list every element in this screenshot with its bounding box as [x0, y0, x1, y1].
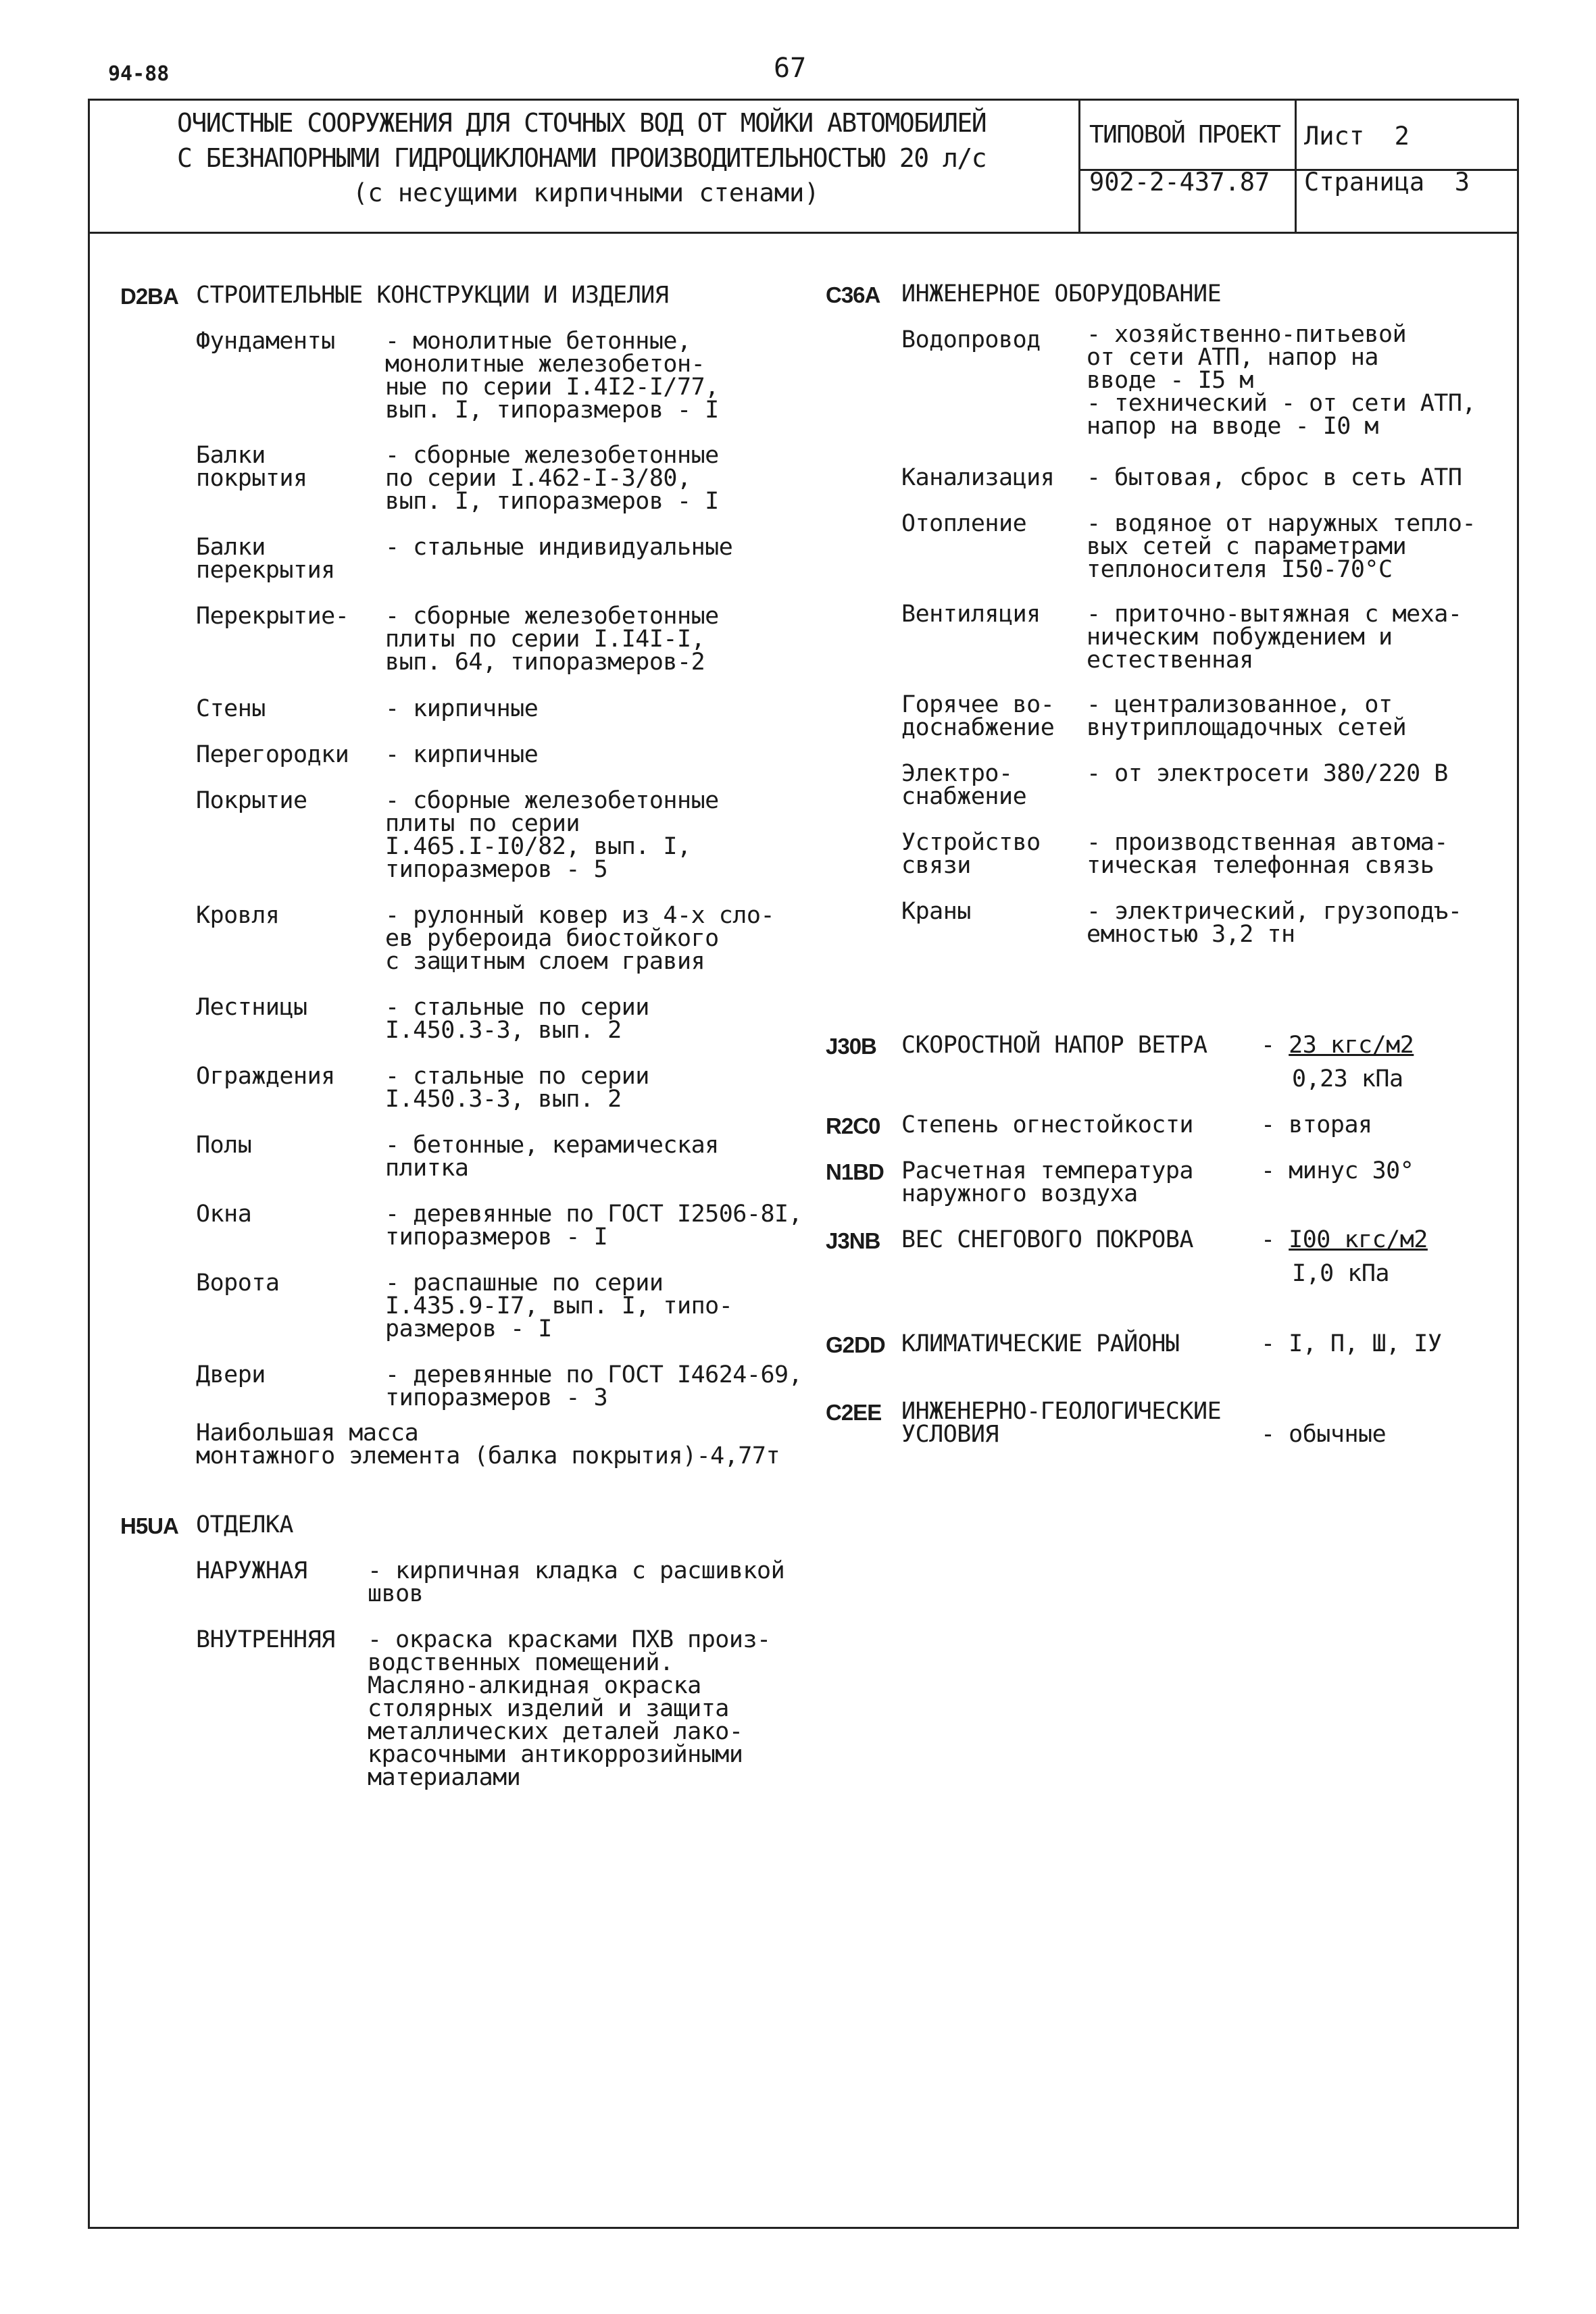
equip-value-cranes: - электрический, грузоподъ- емностью 3,2 тн [1087, 898, 1462, 948]
equip-value-power: - от электросети 380/220 В [1087, 760, 1448, 787]
equip-value-communication: - производственная автома- тическая телефонная связь [1087, 829, 1448, 879]
item-label-roof-beams: Балки покрытия [196, 442, 307, 492]
item-label-floor-beams: Балки перекрытия [196, 534, 335, 584]
section-title: ОТДЕЛКА [196, 1511, 294, 1538]
item-value-floors: - бетонные, керамическая плитка [385, 1132, 719, 1182]
equip-label-hot-water: Горячее во- доснабжение [901, 691, 1055, 741]
equip-value-hot-water: - централизованное, от внутриплощадочных сетей [1087, 691, 1407, 741]
param-code: C2EE [826, 1400, 882, 1425]
item-label-doors: Двери [196, 1361, 266, 1388]
section-title: ИНЖЕНЕРНОЕ ОБОРУДОВАНИЕ [901, 280, 1222, 307]
param-value-wind: - 23 кгс/м2 [1261, 1032, 1414, 1059]
equip-value-sewer: - бытовая, сброс в сеть АТП [1087, 464, 1462, 491]
param-value-climate-main: I, П, Ш, IУ [1289, 1330, 1442, 1357]
item-value-windows: - деревянные по ГОСТ I2506-8I, типоразмеров - I [385, 1201, 803, 1251]
param-label-temperature: Расчетная температура наружного воздуха [901, 1157, 1194, 1207]
param-value-climate: - I, П, Ш, IУ [1261, 1330, 1442, 1357]
param-label-geology: ИНЖЕНЕРНО-ГЕОЛОГИЧЕСКИЕ УСЛОВИЯ [901, 1398, 1222, 1448]
param-code: J3NB [826, 1228, 880, 1253]
item-value-floor-slab: - сборные железобетонные плиты по серии I.I4I-I, вып. 64, типоразмеров-2 [385, 603, 719, 676]
equip-label-cranes: Краны [901, 898, 971, 925]
equip-label-water: Водопровод [901, 326, 1041, 353]
param-value-temperature-main: минус 30° [1289, 1157, 1414, 1184]
equip-value-water: - хозяйственно-питьевой от сети АТП, напор на вводе - I5 м - технический - от сети АТП, напор на вводе - I0 м [1087, 321, 1476, 440]
max-mass-note: Наибольшая масса монтажного элемента (балка покрытия)-4,77т [196, 1419, 780, 1469]
param-value-fire: - вторая [1261, 1111, 1372, 1138]
item-label-walls: Стены [196, 695, 266, 722]
equip-label-sewer: Канализация [901, 464, 1055, 491]
item-value-doors: - деревянные по ГОСТ I4624-69, типоразмеров - 3 [385, 1361, 803, 1411]
title-divider [1078, 99, 1080, 234]
equip-label-heating: Отопление [901, 510, 1027, 537]
item-label-floors: Полы [196, 1132, 252, 1159]
doc-title-line1: ОЧИСТНЫЕ СООРУЖЕНИЯ ДЛЯ СТОЧНЫХ ВОД ОТ МОЙКИ АВТОМОБИЛЕЙ [177, 108, 987, 138]
project-label: ТИПОВОЙ ПРОЕКТ [1089, 121, 1280, 149]
item-value-fences: - стальные по серии I.450.3-3, вып. 2 [385, 1063, 649, 1113]
param-value-fire-main: вторая [1289, 1111, 1372, 1138]
param-value-temperature: - минус 30° [1261, 1157, 1414, 1184]
item-value-partitions: - кирпичные [385, 741, 539, 768]
item-label-gates: Ворота [196, 1269, 280, 1297]
title-divider [1295, 99, 1297, 234]
param-label-snow: ВЕС СНЕГОВОГО ПОКРОВА [901, 1226, 1194, 1253]
item-value-covering: - сборные железобетонные плиты по серии I.465.I-I0/82, вып. I, типоразмеров - 5 [385, 787, 719, 883]
param-value-snow: - I00 кгс/м2 [1261, 1226, 1428, 1253]
page-label-text: Страница [1304, 168, 1425, 197]
item-label-roofing: Кровля [196, 902, 280, 929]
param-value-wind-kpa: 0,23 кПа [1292, 1065, 1403, 1092]
document-code: 94-88 [108, 62, 170, 86]
finish-value-interior: - окраска красками ПХВ произ- водственных помещений. Масляно-алкидная окраска столярных изделий и защита металлических деталей лако- красочными антикоррозийными материалами [368, 1626, 771, 1791]
param-value-geology: - обычные [1261, 1421, 1387, 1448]
param-value-geology-main: обычные [1289, 1421, 1387, 1448]
item-label-covering: Покрытие [196, 787, 307, 814]
item-label-partitions: Перегородки [196, 741, 349, 768]
item-label-stairs: Лестницы [196, 994, 307, 1021]
page-number: 67 [774, 53, 807, 84]
param-label-climate: КЛИМАТИЧЕСКИЕ РАЙОНЫ [901, 1330, 1180, 1357]
equip-label-power: Электро- снабжение [901, 760, 1027, 810]
equip-label-ventilation: Вентиляция [901, 601, 1041, 628]
param-code: N1BD [826, 1159, 884, 1184]
page-label [1304, 169, 1470, 196]
item-value-stairs: - стальные по серии I.450.3-3, вып. 2 [385, 994, 649, 1044]
item-value-floor-beams: - стальные индивидуальные [385, 534, 733, 561]
doc-title-line2: С БЕЗНАПОРНЫМИ ГИДРОЦИКЛОНАМИ ПРОИЗВОДИТЕЛЬНОСТЬЮ 20 л/с [177, 143, 987, 173]
doc-subtitle: (с несущими кирпичными стенами) [353, 178, 820, 207]
param-label-wind: СКОРОСТНОЙ НАПОР ВЕТРА [901, 1032, 1207, 1059]
param-label-fire: Степень огнестойкости [901, 1111, 1194, 1138]
item-label-floor-slab: Перекрытие- [196, 603, 349, 630]
finish-label-interior: ВНУТРЕННЯЯ [196, 1626, 335, 1653]
sheet-value: 2 [1394, 122, 1410, 151]
section-code: C36A [826, 282, 880, 307]
item-value-gates: - распашные по серии I.435.9-I7, вып. I, типо- размеров - I [385, 1269, 733, 1342]
finish-value-exterior: - кирпичная кладка с расшивкой швов [368, 1557, 785, 1607]
finish-label-exterior: НАРУЖНАЯ [196, 1557, 307, 1584]
param-value-snow-main: I00 кгс/м2 [1289, 1226, 1428, 1253]
param-code: R2C0 [826, 1113, 880, 1138]
param-code: G2DD [826, 1332, 885, 1357]
sheet-label-text: Лист [1304, 122, 1365, 151]
equip-label-communication: Устройство связи [901, 829, 1041, 879]
equip-value-heating: - водяное от наружных тепло- вых сетей с параметрами теплоносителя I50-70°С [1087, 510, 1476, 583]
project-number: 902-2-437.87 [1089, 168, 1270, 197]
section-title: СТРОИТЕЛЬНЫЕ КОНСТРУКЦИИ И ИЗДЕЛИЯ [196, 282, 669, 309]
sheet-label [1304, 123, 1410, 150]
equip-value-ventilation: - приточно-вытяжная с меха- ническим побуждением и естественная [1087, 601, 1462, 674]
param-value-snow-kpa: I,0 кПа [1292, 1260, 1390, 1287]
section-code: D2BA [120, 284, 178, 309]
item-value-roofing: - рулонный ковер из 4-х сло- ев рубероида биостойкого с защитным слоем гравия [385, 902, 775, 975]
item-label-foundations: Фундаменты [196, 328, 335, 355]
item-label-fences: Ограждения [196, 1063, 335, 1090]
page-value: 3 [1454, 168, 1470, 197]
param-code: J30B [826, 1034, 876, 1059]
param-value-wind-main: 23 кгс/м2 [1289, 1032, 1414, 1059]
section-code: H5UA [120, 1513, 178, 1538]
item-value-roof-beams: - сборные железобетонные по серии I.462-I-3/80, вып. I, типоразмеров - I [385, 442, 719, 515]
item-value-walls: - кирпичные [385, 695, 539, 722]
item-label-windows: Окна [196, 1201, 252, 1228]
item-value-foundations: - монолитные бетонные, монолитные железобетон- ные по серии I.4I2-I/77, вып. I, типоразмеров - I [385, 328, 719, 424]
